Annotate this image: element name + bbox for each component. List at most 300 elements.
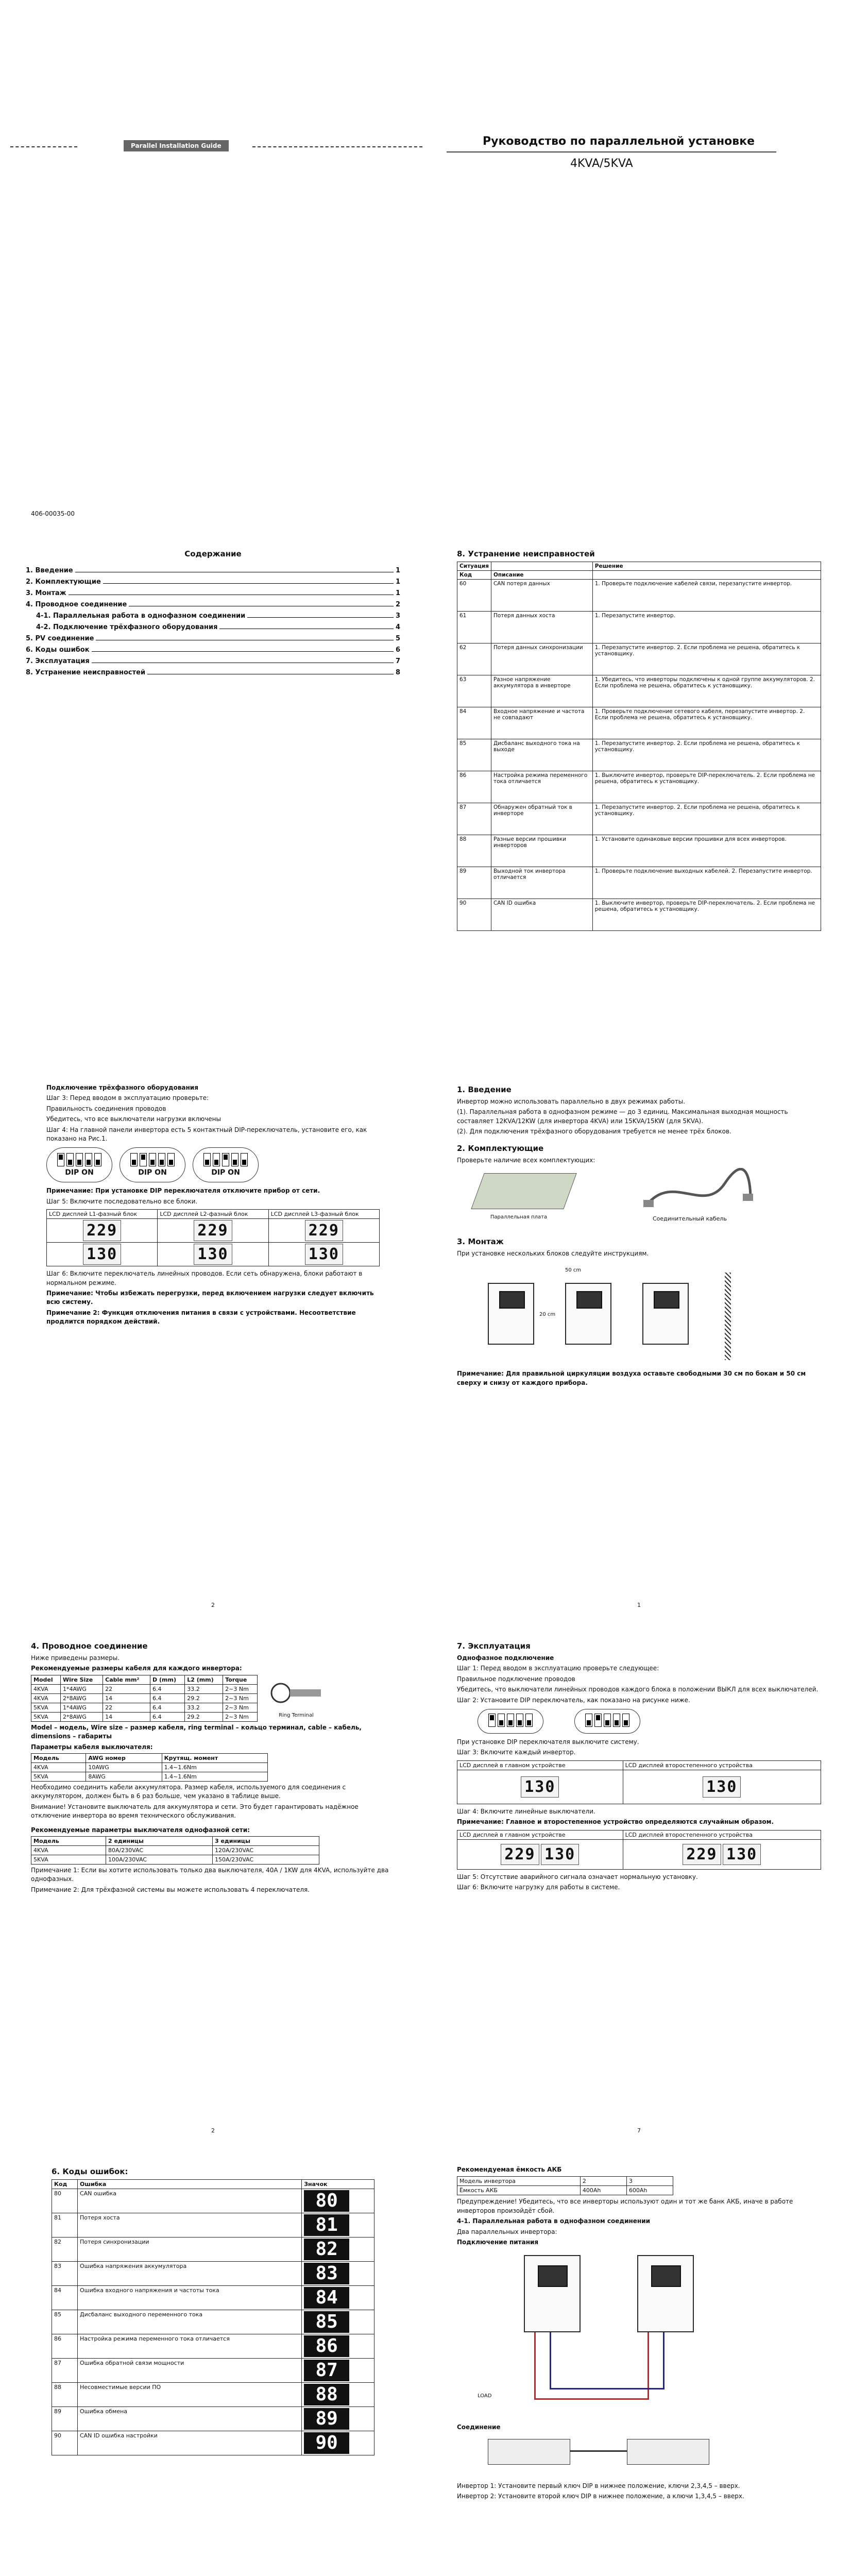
table-head-cell: 3 единицы	[212, 1836, 319, 1845]
comm-heading: Соединение	[457, 2424, 501, 2431]
lcd-header: LCD дисплей L2-фазный блок	[158, 1210, 268, 1219]
two-inverter-diagram	[457, 2250, 821, 2420]
battery-head: Модель инвертора	[457, 2177, 581, 2186]
table-head-cell: Решение	[592, 562, 821, 571]
toc-item	[26, 646, 400, 654]
table-cell: 4KVA	[31, 1693, 61, 1703]
table-cell: 1. Проверьте подключение кабелей связи, перезапустите инвертор.	[592, 580, 821, 612]
table-row	[31, 1845, 319, 1855]
toc-item	[26, 669, 400, 676]
table-cell: 1. Выключите инвертор, проверьте DIP-переключатель. 2. Если проблема не решена, обратитесь к установщику.	[592, 771, 821, 803]
intro-heading: 1. Введение	[457, 1085, 512, 1094]
toc-dots	[69, 589, 394, 595]
table-cell: 100A/230VAC	[106, 1855, 212, 1864]
operation-heading: 7. Эксплуатация	[457, 1641, 531, 1651]
toc-item-label: 6. Коды ошибок	[26, 646, 90, 654]
table-cell: Разные версии прошивки инверторов	[491, 835, 592, 867]
toc-dots	[92, 646, 394, 652]
doc-number: 406-00035-00	[31, 510, 75, 517]
table-row	[457, 739, 821, 771]
toc-heading: Содержание	[184, 549, 242, 558]
table-row	[457, 835, 821, 867]
p3-line: Правильность соединения проводов	[46, 1105, 166, 1112]
table-cell: 1. Выключите инвертор, проверьте DIP-переключатель. 2. Если проблема не решена, обратитесь к установщику.	[592, 899, 821, 931]
comm-diagram	[457, 2434, 821, 2480]
parallel-board-image	[471, 1173, 576, 1209]
toc-dots	[96, 635, 394, 640]
table-cell: Ошибка входного напряжения и частоты тока	[77, 2286, 301, 2310]
single-phase-sub: Два параллельных инвертора:	[457, 2228, 557, 2235]
table-cell: Обнаружен обратный ток в инверторе	[491, 803, 592, 835]
page-number: 7	[637, 2127, 641, 2134]
cover-title-rule	[447, 151, 776, 152]
toc-dots	[247, 612, 394, 618]
lcd-header: LCD дисплей второстепенного устройства	[623, 1830, 821, 1839]
table-cell: 4KVA	[31, 1684, 61, 1693]
battery-table	[457, 2176, 673, 2195]
p3-step5: Шаг 5: Включите последовательно все блоки.	[46, 1197, 198, 1205]
table-cell: Дисбаланс выходного переменного тока	[77, 2310, 301, 2334]
table-cell: 1. Проверьте подключение сетевого кабеля, перезапустите инвертор. 2. Если проблема не решена, обратитесь к установщику.	[592, 707, 821, 739]
toc-item	[26, 657, 400, 665]
table-cell: Потеря хоста	[77, 2213, 301, 2238]
intro-text: (2). Для подключения трёхфазного оборудования требуется не менее трёх блоков.	[457, 1128, 731, 1136]
error-codes-table	[52, 2179, 374, 2455]
ring-terminal-label: Ring Terminal	[279, 1712, 314, 1718]
table-cell	[302, 2189, 374, 2213]
wiring-warning: Внимание! Установите выключатель для аккумулятора и сети. Это будет гарантировать надёжное отключение инвертора во время технического обслуживания.	[31, 1803, 359, 1820]
error-code-icon: 84	[304, 2287, 349, 2309]
table-row	[52, 2213, 374, 2238]
ring-terminal-figure	[268, 1675, 325, 1718]
battery-cell: Ёмкость АКБ	[457, 2186, 581, 2195]
table-cell: 1. Перезапустите инвертор. 2. Если проблема не решена, обратитесь к установщику.	[592, 643, 821, 675]
table-cell: 85	[457, 739, 491, 771]
wiring-subheading: Рекомендуемые параметры выключателя однофазной сети:	[31, 1826, 250, 1834]
table-cell: 150A/230VAC	[212, 1855, 319, 1864]
lcd-value: 229	[305, 1220, 343, 1241]
table-cell: 1. Проверьте подключение выходных кабелей. 2. Перезапустите инвертор.	[592, 867, 821, 899]
table-head-cell	[592, 571, 821, 580]
lcd-value: 130	[703, 1776, 741, 1798]
intro-text: (1). Параллельная работа в однофазном режиме — до 3 единиц. Максимальная выходная мощность составляет 12KVA/12KW (для инвертора 4KVA) или 15KVA/15KW (для 5KVA).	[457, 1108, 788, 1125]
operation-note: Примечание: Главное и второстепенное устройство определяются случайным образом.	[457, 1818, 774, 1826]
table-cell: 2*8AWG	[60, 1693, 103, 1703]
operation-line: Убедитесь, что выключатели линейных проводов каждого блока в положении ВЫКЛ для всех выключателей.	[457, 1686, 819, 1693]
table-cell: 2~3 Nm	[223, 1684, 258, 1693]
table-cell: 81	[52, 2213, 78, 2238]
toc-item-page: 8	[395, 669, 400, 676]
error-code-icon: 81	[304, 2214, 349, 2236]
table-row	[457, 803, 821, 835]
table-cell: 6.4	[150, 1703, 185, 1712]
toc-item-label: 8. Устранение неисправностей	[26, 669, 146, 676]
toc-item	[26, 635, 400, 642]
wiring-subheading: Параметры кабеля выключателя:	[31, 1743, 153, 1751]
table-row	[52, 2383, 374, 2407]
comm-text: Инвертор 2: Установите второй ключ DIP в нижнее положение, а ключи 1,3,4,5 – вверх.	[457, 2493, 744, 2500]
table-cell: 61	[457, 612, 491, 643]
toc-item	[26, 612, 400, 620]
table-cell: 22	[103, 1684, 150, 1693]
dip-switch-group	[478, 1709, 543, 1734]
dip-switch-group	[46, 1147, 112, 1182]
p3-line: Шаг 3: Перед вводом в эксплуатацию проверьте:	[46, 1094, 209, 1102]
battery-heading: Рекомендуемая ёмкость АКБ	[457, 2166, 562, 2173]
wiring-note: Примечание 2: Для трёхфазной системы вы можете использовать 4 переключателя.	[31, 1886, 310, 1893]
troubleshooting-table	[457, 562, 821, 931]
table-cell: 6.4	[150, 1693, 185, 1703]
battery-cell: 600Ah	[626, 2186, 673, 2195]
dip-figure	[46, 1147, 380, 1182]
table-cell: 14	[103, 1693, 150, 1703]
table-cell	[302, 2334, 374, 2359]
lcd-value: 130	[305, 1244, 343, 1265]
p3-heading: Подключение трёхфазного оборудования	[46, 1084, 198, 1091]
lcd-table	[46, 1209, 380, 1266]
error-code-icon: 88	[304, 2384, 349, 2405]
table-cell: Потеря синхронизации	[77, 2238, 301, 2262]
table-row	[31, 1693, 258, 1703]
toc-item-page: 5	[395, 635, 400, 642]
table-row	[31, 1855, 319, 1864]
error-code-icon: 89	[304, 2408, 349, 2430]
wiring-text: Ниже приведены размеры.	[31, 1654, 120, 1662]
lcd-value: 229	[683, 1844, 721, 1865]
toc-item	[26, 623, 400, 631]
table-cell: 120A/230VAC	[212, 1845, 319, 1855]
table-row	[52, 2334, 374, 2359]
toc-dots	[147, 669, 394, 674]
table-cell: Входное напряжение и частота не совпадают	[491, 707, 592, 739]
table-head-cell: AWG номер	[86, 1753, 162, 1762]
operation-line: Шаг 2: Установите DIP переключатель, как показано на рисунке ниже.	[457, 1696, 690, 1704]
table-cell: Ошибка обратной связи мощности	[77, 2359, 301, 2383]
toc-item-page: 1	[395, 578, 400, 586]
parallel-board-caption: Параллельная плата	[490, 1214, 548, 1220]
table-row	[457, 580, 821, 612]
page-intro	[426, 1082, 852, 1618]
table-head-cell: 2 единицы	[106, 1836, 212, 1845]
mount-heading: 3. Монтаж	[457, 1236, 504, 1246]
toc-item-page: 1	[395, 567, 400, 574]
cover-subtitle: 4KVA/5KVA	[570, 157, 633, 170]
error-code-icon: 90	[304, 2432, 349, 2454]
toc-item	[26, 567, 400, 574]
toc-item	[26, 578, 400, 586]
comm-text: Инвертор 1: Установите первый ключ DIP в нижнее положение, ключи 2,3,4,5 – вверх.	[457, 2482, 740, 2489]
p3-note: Примечание: При установке DIP переключателя отключите прибор от сети.	[46, 1187, 320, 1195]
table-head-cell: Model	[31, 1675, 61, 1684]
table-head-cell: D (mm)	[150, 1675, 185, 1684]
table-row	[457, 899, 821, 931]
dip-switch-group	[120, 1147, 185, 1182]
error-code-icon: 83	[304, 2263, 349, 2284]
toc-item-label: 2. Комплектующие	[26, 578, 101, 586]
cable-image	[642, 1168, 756, 1214]
toc-list	[26, 567, 400, 676]
table-head-cell: Cable mm²	[103, 1675, 150, 1684]
table-cell: Ошибка напряжения аккумулятора	[77, 2262, 301, 2286]
dim-label: 20 cm	[539, 1312, 556, 1318]
table-cell: 1. Перезапустите инвертор. 2. Если проблема не решена, обратитесь к установщику.	[592, 803, 821, 835]
page-error-codes	[0, 2154, 426, 2576]
operation-note: При установке DIP переключателя выключите систему.	[457, 1738, 639, 1745]
table-head-cell: Ошибка	[77, 2180, 301, 2189]
table-cell: 88	[457, 835, 491, 867]
table-cell: 85	[52, 2310, 78, 2334]
toc-dots	[219, 623, 394, 629]
error-code-icon: 86	[304, 2335, 349, 2357]
table-cell: Выходной ток инвертора отличается	[491, 867, 592, 899]
operation-lcd-table-2	[457, 1830, 821, 1870]
intro-text: Инвертор можно использовать параллельно в двух режимах работы.	[457, 1098, 686, 1105]
table-cell: CAN ID ошибка настройки	[77, 2431, 301, 2455]
table-cell: 5KVA	[31, 1703, 61, 1712]
table-cell: 83	[52, 2262, 78, 2286]
comm-port-box	[627, 2439, 709, 2465]
parts-heading: 2. Комплектующие	[457, 1143, 544, 1153]
mount-figure	[457, 1262, 821, 1365]
toc-page	[0, 546, 426, 1061]
table-cell: 82	[52, 2238, 78, 2262]
error-code-icon: 87	[304, 2360, 349, 2381]
table-cell: 89	[457, 867, 491, 899]
table-row	[31, 1703, 258, 1712]
mount-text: При установке нескольких блоков следуйте инструкциям.	[457, 1249, 649, 1257]
toc-item-label: 4-1. Параллельная работа в однофазном соединении	[36, 612, 246, 620]
toc-item-label: 3. Монтаж	[26, 589, 66, 597]
lcd-value: 130	[521, 1776, 559, 1798]
lcd-value: 130	[723, 1844, 761, 1865]
table-head-row	[457, 571, 821, 580]
ac-breaker-table	[31, 1836, 319, 1865]
dip-switch-group	[574, 1709, 640, 1734]
table-cell: 6.4	[150, 1712, 185, 1721]
table-cell: 90	[52, 2431, 78, 2455]
table-cell: 80	[52, 2189, 78, 2213]
table-row	[31, 1772, 268, 1781]
ring-terminal-icon	[268, 1675, 325, 1711]
wiring-heading: 4. Проводное соединение	[31, 1641, 148, 1651]
table-head-cell: Модель	[31, 1836, 106, 1845]
table-cell: 2*8AWG	[60, 1712, 103, 1721]
table-row	[52, 2262, 374, 2286]
table-cell: CAN ID ошибка	[491, 899, 592, 931]
toc-item-label: 4. Проводное соединение	[26, 601, 127, 608]
wall-image	[725, 1273, 731, 1360]
table-cell	[302, 2383, 374, 2407]
parts-text: Проверьте наличие всех комплектующих:	[457, 1156, 595, 1164]
toc-dots	[75, 567, 394, 572]
page-battery	[426, 2154, 852, 2576]
toc-item	[26, 589, 400, 597]
wiring-legend: Model – модель, Wire size – размер кабеля, ring terminal – кольцо терминал, cable – кабель, dimensions – габариты	[31, 1723, 362, 1740]
inverter-image	[565, 1283, 611, 1345]
table-head-row	[457, 562, 821, 571]
table-cell: 2~3 Nm	[223, 1712, 258, 1721]
table-cell: Дисбаланс выходного тока на выходе	[491, 739, 592, 771]
operation-step: Шаг 3: Включите каждый инвертор.	[457, 1749, 576, 1756]
toc-item-label: 1. Введение	[26, 567, 73, 574]
table-cell: 87	[457, 803, 491, 835]
error-code-icon: 80	[304, 2190, 349, 2212]
table-cell: CAN потеря данных	[491, 580, 592, 612]
table-cell	[302, 2359, 374, 2383]
table-cell: 90	[457, 899, 491, 931]
toc-dots	[103, 578, 394, 584]
table-head-row	[31, 1675, 258, 1684]
table-cell	[302, 2431, 374, 2455]
p3-line: Убедитесь, что все выключатели нагрузки включены	[46, 1115, 221, 1123]
dip-label: DIP ON	[138, 1168, 167, 1177]
table-cell: 2~3 Nm	[223, 1693, 258, 1703]
table-cell: 29.2	[185, 1712, 223, 1721]
single-phase-sub: Подключение питания	[457, 2238, 539, 2246]
table-cell: 89	[52, 2407, 78, 2431]
table-row	[52, 2359, 374, 2383]
toc-item-page: 3	[395, 612, 400, 620]
table-cell: 60	[457, 580, 491, 612]
table-cell	[302, 2238, 374, 2262]
table-cell: Несовместимые версии ПО	[77, 2383, 301, 2407]
breaker-table	[31, 1753, 268, 1782]
table-cell: Настройка режима переменного тока отличается	[77, 2334, 301, 2359]
table-head-cell: L2 (mm)	[185, 1675, 223, 1684]
operation-step: Шаг 4: Включите линейные выключатели.	[457, 1807, 595, 1815]
table-cell: 1. Перезапустите инвертор.	[592, 612, 821, 643]
toc-item-page: 2	[395, 601, 400, 608]
dip-switch-group	[193, 1147, 259, 1182]
table-head-cell: Код	[457, 571, 491, 580]
table-cell: Потеря данных хоста	[491, 612, 592, 643]
page-wiring	[0, 1628, 426, 2143]
inverter-image	[524, 2255, 581, 2332]
error-code-icon: 85	[304, 2311, 349, 2333]
lcd-value: 130	[541, 1844, 579, 1865]
table-cell: 1. Перезапустите инвертор. 2. Если проблема не решена, обратитесь к установщику.	[592, 739, 821, 771]
inverter-image	[637, 2255, 694, 2332]
table-cell: 4KVA	[31, 1845, 106, 1855]
table-row	[457, 867, 821, 899]
table-row	[52, 2431, 374, 2455]
table-cell: Ошибка обмена	[77, 2407, 301, 2431]
lcd-value: 229	[501, 1844, 539, 1865]
table-cell: 22	[103, 1703, 150, 1712]
table-head-cell	[491, 562, 592, 571]
table-cell: 84	[457, 707, 491, 739]
table-head-cell: Wire Size	[60, 1675, 103, 1684]
load-label: LOAD	[478, 2393, 492, 2399]
table-cell	[302, 2407, 374, 2431]
operation-step: Шаг 5: Отсутствие аварийного сигнала означает нормальную установку.	[457, 1873, 698, 1880]
page-operation	[426, 1628, 852, 2143]
table-cell: CAN ошибка	[77, 2189, 301, 2213]
table-cell	[302, 2310, 374, 2334]
table-head-cell: Значок	[302, 2180, 374, 2189]
lcd-header: LCD дисплей второстепенного устройства	[623, 1760, 821, 1770]
table-head-row	[31, 1836, 319, 1845]
cover-badge: Parallel Installation Guide	[124, 140, 229, 151]
operation-dip-figure	[478, 1709, 800, 1734]
table-cell: 10AWG	[86, 1762, 162, 1772]
operation-sub: Однофазное подключение	[457, 1654, 554, 1662]
table-cell: 80A/230VAC	[106, 1845, 212, 1855]
table-cell: 29.2	[185, 1693, 223, 1703]
table-cell: 5KVA	[31, 1772, 86, 1781]
table-cell: Настройка режима переменного тока отличается	[491, 771, 592, 803]
table-row	[52, 2310, 374, 2334]
p3-note: Примечание: Чтобы избежать перегрузки, перед включением нагрузки следует включить всю систему.	[46, 1289, 374, 1306]
battery-head: 2	[580, 2177, 626, 2186]
table-row	[457, 707, 821, 739]
table-cell: 1*4AWG	[60, 1684, 103, 1693]
table-head-cell: Код	[52, 2180, 78, 2189]
table-cell: 87	[52, 2359, 78, 2383]
table-row	[52, 2189, 374, 2213]
lcd-value: 229	[83, 1220, 121, 1241]
inverter-image	[488, 1283, 534, 1345]
table-row	[457, 612, 821, 643]
table-cell: 5KVA	[31, 1855, 106, 1864]
table-cell: 5KVA	[31, 1712, 61, 1721]
dim-label: 50 cm	[565, 1267, 582, 1274]
table-cell: Потеря данных синхронизации	[491, 643, 592, 675]
troubleshooting-page	[426, 546, 852, 1061]
table-row	[457, 771, 821, 803]
table-cell	[302, 2286, 374, 2310]
lcd-header: LCD дисплей в главном устройстве	[457, 1830, 623, 1839]
wiring-subheading: Рекомендуемые размеры кабеля для каждого инвертора:	[31, 1665, 242, 1672]
toc-item-label: 7. Эксплуатация	[26, 657, 90, 665]
table-cell: 86	[52, 2334, 78, 2359]
wire-size-table	[31, 1675, 258, 1722]
table-cell	[302, 2262, 374, 2286]
error-code-icon: 82	[304, 2239, 349, 2260]
operation-step: Шаг 6: Включите нагрузку для работы в системе.	[457, 1883, 620, 1891]
table-cell: 86	[457, 771, 491, 803]
table-cell: 1.4~1.6Nm	[162, 1762, 267, 1772]
battery-head: 3	[626, 2177, 673, 2186]
single-phase-heading: 4-1. Параллельная работа в однофазном соединении	[457, 2217, 651, 2225]
table-row	[31, 1712, 258, 1721]
table-row	[52, 2286, 374, 2310]
table-row	[457, 675, 821, 707]
table-head-cell: Модель	[31, 1753, 86, 1762]
table-cell: 1*4AWG	[60, 1703, 103, 1712]
table-cell: 2~3 Nm	[223, 1703, 258, 1712]
table-cell: 8AWG	[86, 1772, 162, 1781]
table-cell: 62	[457, 643, 491, 675]
troubleshooting-heading: 8. Устранение неисправностей	[457, 549, 595, 558]
table-cell: 84	[52, 2286, 78, 2310]
toc-dots	[92, 657, 394, 663]
table-cell: 1.4~1.6Nm	[162, 1772, 267, 1781]
table-cell: 88	[52, 2383, 78, 2407]
toc-item-page: 6	[395, 646, 400, 654]
cable-caption: Соединительный кабель	[653, 1215, 727, 1222]
error-codes-heading: 6. Коды ошибок:	[52, 2167, 128, 2176]
table-cell: 1. Убедитесь, что инверторы подключены к одной группе аккумуляторов. 2. Если проблема не решена, обратитесь к установщику.	[592, 675, 821, 707]
dip-label: DIP ON	[211, 1168, 240, 1177]
table-cell: 14	[103, 1712, 150, 1721]
inverter-image	[642, 1283, 689, 1345]
table-head-row	[31, 1753, 268, 1762]
table-cell: 6.4	[150, 1684, 185, 1693]
table-head-cell: Крутящ. момент	[162, 1753, 267, 1762]
p3-line: Шаг 4: На главной панели инвертора есть 5 контактный DIP-переключатель, установите его, как показано на Рис.1.	[46, 1126, 367, 1142]
table-row	[52, 2238, 374, 2262]
